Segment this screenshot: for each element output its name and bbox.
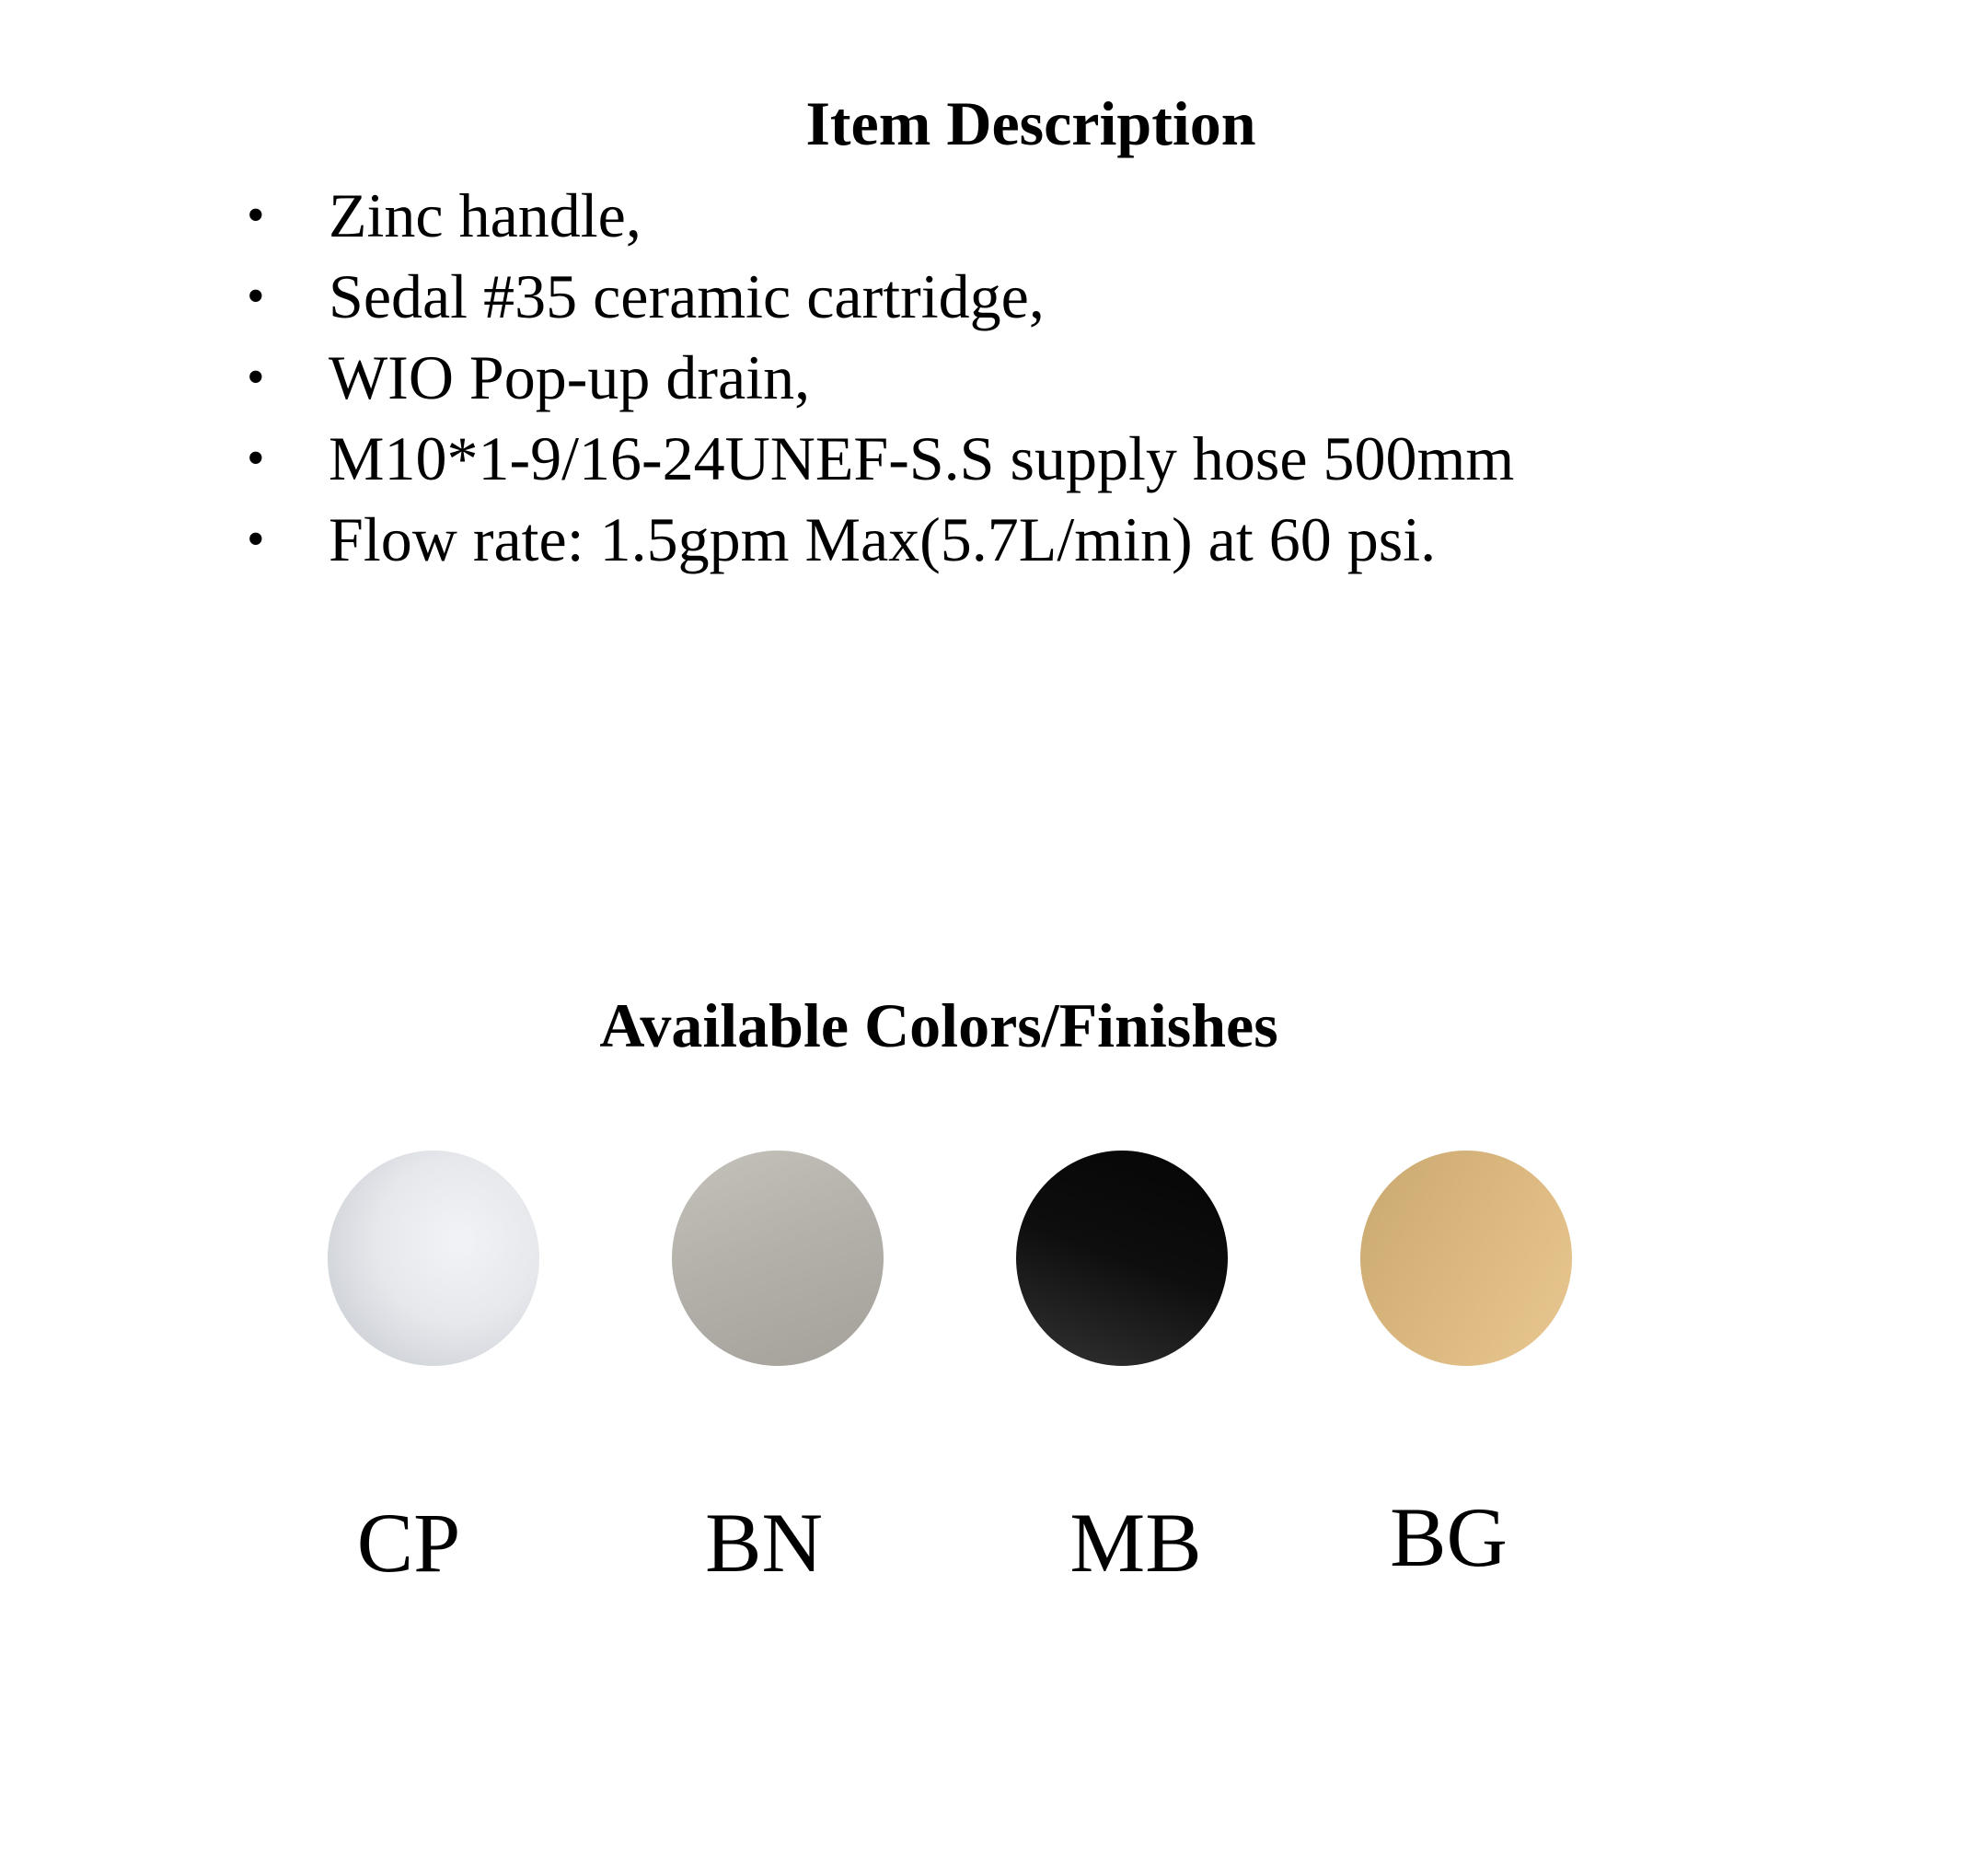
available-finishes-heading: Available Colors/Finishes bbox=[599, 990, 1278, 1060]
finish-swatch-mb bbox=[1016, 1151, 1228, 1366]
bullet-icon: • bbox=[247, 268, 265, 325]
bullet-icon: • bbox=[247, 187, 265, 244]
list-item bbox=[239, 256, 1514, 337]
finish-label-bg: BG bbox=[1390, 1490, 1508, 1584]
finish-swatch-bn bbox=[672, 1151, 884, 1366]
finish-swatch-cp bbox=[328, 1151, 539, 1366]
list-item-text: WIO Pop-up drain, bbox=[329, 342, 811, 412]
list-item-text: Sedal #35 ceramic cartridge, bbox=[329, 261, 1045, 331]
finish-label-cp: CP bbox=[356, 1496, 461, 1590]
item-description-list bbox=[239, 175, 1514, 580]
finish-swatch-bg bbox=[1360, 1151, 1572, 1366]
list-item bbox=[239, 499, 1514, 580]
bullet-icon: • bbox=[247, 349, 265, 406]
list-item bbox=[239, 175, 1514, 256]
finish-label-bn: BN bbox=[705, 1496, 823, 1590]
list-item-text: Zinc handle, bbox=[329, 180, 641, 250]
list-item bbox=[239, 418, 1514, 499]
list-item bbox=[239, 337, 1514, 418]
finish-label-mb: MB bbox=[1069, 1496, 1202, 1590]
list-item-text: Flow rate: 1.5gpm Max(5.7L/min) at 60 psi. bbox=[329, 504, 1437, 574]
bullet-icon: • bbox=[247, 511, 265, 568]
item-description-heading: Item Description bbox=[805, 88, 1256, 158]
list-item-text: M10*1-9/16-24UNEF-S.S supply hose 500mm bbox=[329, 423, 1515, 493]
bullet-icon: • bbox=[247, 430, 265, 487]
